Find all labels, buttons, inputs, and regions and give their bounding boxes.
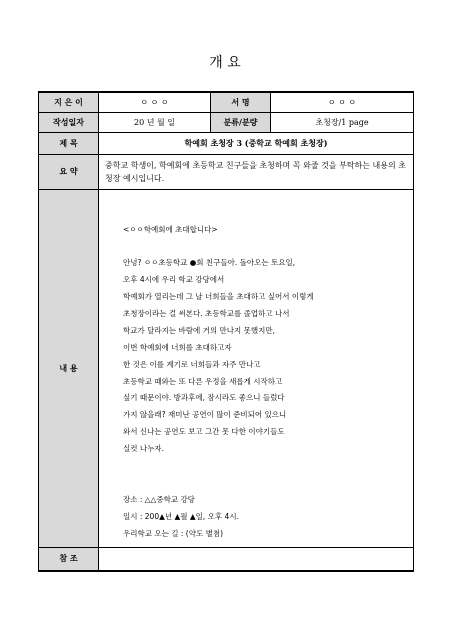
content-line: 실컷 나누자. [123,444,164,454]
blank-line [123,475,413,492]
content-line: 가지 않을래? 재미난 공연이 많이 준비되어 있으니 [123,410,287,420]
content-line: 학예회가 열리는데 그 날 너희들을 초대하고 싶어서 이렇게 [123,292,314,302]
category-value: 초청장/1 page [271,112,414,132]
overview-table [38,91,414,572]
row-summary [39,154,414,189]
content-line: 싶기 때문이야. 방과후에, 잠시라도 좋으니 들렀다 [123,393,285,403]
row-reference [39,547,414,571]
author-label: 지 은 이 [39,92,99,112]
reference-value [99,547,414,571]
document-title: 개 요 [209,55,241,71]
signature-label: 서 명 [211,92,271,112]
content-line: 학교가 달라지는 바람에 거의 만나지 못했지만, [123,325,275,335]
date-label: 작성일자 [39,112,99,132]
invitation-text [99,190,413,543]
signature-value: ㅇ ㅇ ㅇ [271,92,414,112]
content-line: 와서 신나는 공연도 보고 그간 못 다한 이야기들도 [123,427,285,437]
summary-value: 중학교 학생이, 학예회에 초등학교 친구들을 초청하며 꼭 와줄 것을 부탁하는 내용의 초청장 예시입니다. [99,154,414,189]
date-value: 20 년 월 일 [99,112,211,132]
row-author [39,92,414,112]
content-line: 오후 4시에 우리 학교 강당에서 [123,275,225,285]
content-body [99,189,414,547]
content-label: 내 용 [39,189,99,547]
content-line: 한 것은 이를 계기로 너희들과 자주 만나고 [123,359,261,369]
summary-label: 요 약 [39,154,99,189]
row-subject [39,132,414,154]
content-line: 일시 : 200▲년 ▲월 ▲일, 오후 4시. [123,511,239,521]
row-date [39,112,414,132]
subject-label: 제 목 [39,132,99,154]
subject-value: 학예회 초청장 3 (중학교 학예회 초청장) [99,132,414,154]
reference-label: 참 조 [39,547,99,571]
content-line: 안녕? ㅇㅇ초등학교 ●회 친구들아. 돌아오는 토요일, [123,258,296,268]
content-line: 초청장이라는 걸 써본다. 초등학교를 졸업하고 나서 [123,308,290,318]
content-line: 초등학교 때와는 또 다른 우정을 새롭게 시작하고 [123,376,283,386]
category-label: 분류/분량 [211,112,271,132]
author-value: ㅇ ㅇ ㅇ [99,92,211,112]
content-line: 우리학교 오는 길 : (약도 별첨) [123,528,223,538]
blank-line [123,238,413,255]
content-line: 이번 학예회에 너희를 초대하고자 [123,342,232,352]
row-content [39,189,414,547]
content-line: <ㅇㅇ학예회에 초대합니다> [123,224,218,234]
content-line: 장소 : △△중학교 강당 [123,494,195,504]
blank-line [123,458,413,475]
